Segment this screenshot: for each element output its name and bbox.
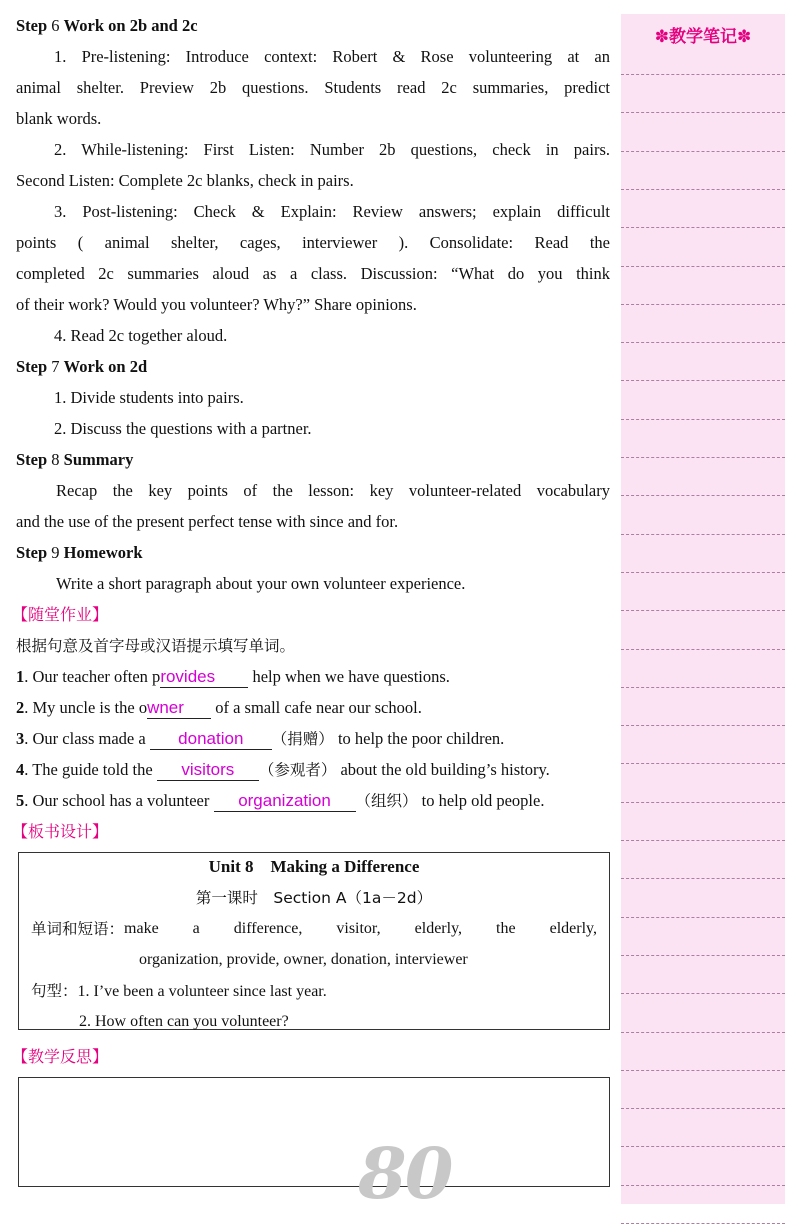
note-ruled-line bbox=[621, 993, 785, 994]
exercise-section-title: 【随堂作业】 bbox=[12, 605, 109, 624]
step6-p2-line1: 2. While-listening: First Listen: Number 2b questions, check in pairs. bbox=[54, 140, 610, 159]
note-ruled-line bbox=[621, 802, 785, 803]
reflection-section-title: 【教学反思】 bbox=[12, 1047, 109, 1066]
step-label: Step bbox=[16, 543, 48, 562]
item-text-post: help when we have questions. bbox=[248, 667, 450, 686]
exercise-item-5 bbox=[16, 790, 544, 812]
step8-line1: Recap the key points of the lesson: key volunteer-related vocabulary bbox=[56, 481, 610, 500]
note-ruled-line bbox=[621, 1070, 785, 1071]
item-text-pre: . Our class made a bbox=[24, 729, 150, 748]
item-text-post: of a small cafe near our school. bbox=[211, 698, 422, 717]
step7-item-1: 1. Divide students into pairs. bbox=[54, 388, 244, 407]
board-section-title: 【板书设计】 bbox=[12, 822, 109, 841]
chinese-hint: （捐赠） bbox=[271, 730, 334, 748]
chinese-hint: （参观者） bbox=[258, 761, 337, 779]
item-text-pre: . My uncle is the o bbox=[24, 698, 148, 717]
note-ruled-line bbox=[621, 419, 785, 420]
board-design-box bbox=[18, 852, 610, 1030]
notes-title: ✽教学笔记✽ bbox=[654, 27, 752, 47]
item-text-pre: . Our teacher often p bbox=[24, 667, 161, 686]
item-number: 2 bbox=[16, 698, 25, 717]
step-title: Work on 2d bbox=[63, 357, 148, 376]
answer-text: rovides bbox=[160, 667, 216, 686]
note-ruled-line bbox=[621, 955, 785, 956]
note-ruled-line bbox=[621, 227, 785, 228]
note-ruled-line bbox=[621, 534, 785, 535]
step-label: Step bbox=[16, 16, 48, 35]
step9-line: Write a short paragraph about your own volunteer experience. bbox=[56, 574, 466, 593]
note-ruled-line bbox=[621, 1108, 785, 1109]
board-unit-title: Unit 8 Making a Difference bbox=[208, 857, 420, 876]
step7-item-2: 2. Discuss the questions with a partner. bbox=[54, 419, 312, 438]
step6-p3-line1: 3. Post-listening: Check & Explain: Review answers; explain difficult bbox=[54, 202, 610, 221]
exercise-item-1 bbox=[16, 666, 450, 688]
note-ruled-line bbox=[621, 572, 785, 573]
step-number: 7 bbox=[47, 357, 64, 376]
item-text-pre: . The guide told the bbox=[24, 760, 157, 779]
exercise-instruction: 根据句意及首字母或汉语提示填写单词。 bbox=[16, 637, 296, 655]
answer-text: wner bbox=[147, 698, 184, 717]
note-ruled-line bbox=[621, 763, 785, 764]
step-number: 6 bbox=[47, 16, 64, 35]
step6-p1-line3: blank words. bbox=[16, 109, 102, 128]
note-ruled-line bbox=[621, 878, 785, 879]
note-ruled-line bbox=[621, 342, 785, 343]
step-title: Work on 2b and 2c bbox=[63, 16, 198, 35]
step-number: 8 bbox=[47, 450, 64, 469]
item-text-post: to help the poor children. bbox=[333, 729, 505, 748]
note-ruled-line bbox=[621, 840, 785, 841]
step6-p4: 4. Read 2c together aloud. bbox=[54, 326, 228, 345]
step-number: 9 bbox=[47, 543, 64, 562]
answer-blank[interactable] bbox=[157, 760, 259, 781]
answer-text: donation bbox=[178, 729, 244, 748]
item-text-post: about the old building’s history. bbox=[336, 760, 550, 779]
note-ruled-line bbox=[621, 1032, 785, 1033]
note-ruled-line bbox=[621, 917, 785, 918]
board-pattern-label: 句型： bbox=[31, 982, 78, 1000]
step6-p1-line2: animal shelter. Preview 2b questions. Students read 2c summaries, predict bbox=[16, 78, 610, 97]
board-pattern-line1 bbox=[31, 980, 327, 1003]
answer-blank[interactable] bbox=[150, 729, 272, 750]
exercise-item-2 bbox=[16, 697, 422, 719]
note-ruled-line bbox=[621, 725, 785, 726]
note-ruled-line bbox=[621, 1223, 785, 1224]
note-ruled-line bbox=[621, 610, 785, 611]
note-ruled-line bbox=[621, 380, 785, 381]
answer-text: organization bbox=[238, 791, 331, 810]
item-number: 5 bbox=[16, 791, 25, 810]
step6-p3-line3: completed 2c summaries aloud as a class. Discussion: “What do you think bbox=[16, 264, 610, 283]
board-vocab-line1 bbox=[31, 918, 597, 940]
step-title: Homework bbox=[63, 543, 143, 562]
step8-heading bbox=[16, 449, 133, 471]
answer-blank[interactable] bbox=[160, 667, 248, 688]
item-number: 1 bbox=[16, 667, 25, 686]
step-title: Summary bbox=[63, 450, 134, 469]
reflection-box[interactable] bbox=[18, 1077, 610, 1187]
step-label: Step bbox=[16, 357, 48, 376]
note-ruled-line bbox=[621, 649, 785, 650]
exercise-item-3 bbox=[16, 728, 504, 750]
step6-p3-line4: of their work? Would you volunteer? Why?” Share opinions. bbox=[16, 295, 417, 314]
step9-heading bbox=[16, 542, 143, 564]
note-ruled-line bbox=[621, 495, 785, 496]
board-lesson bbox=[19, 887, 609, 910]
page-number: 80 bbox=[358, 1132, 452, 1215]
notes-column[interactable] bbox=[621, 14, 785, 1204]
step-label: Step bbox=[16, 450, 48, 469]
answer-blank[interactable] bbox=[147, 698, 211, 719]
board-vocab-text: make a difference, visitor, elderly, the elderly, bbox=[124, 920, 597, 937]
note-ruled-line bbox=[621, 151, 785, 152]
note-ruled-line bbox=[621, 74, 785, 75]
note-ruled-line bbox=[621, 457, 785, 458]
step6-p2-line2: Second Listen: Complete 2c blanks, check in pairs. bbox=[16, 171, 354, 190]
note-ruled-line bbox=[621, 304, 785, 305]
board-vocab-line2: organization, provide, owner, donation, interviewer bbox=[139, 951, 468, 968]
board-pattern-1: 1. I’ve been a volunteer since last year. bbox=[77, 983, 327, 1000]
note-ruled-line bbox=[621, 1185, 785, 1186]
step6-p1-line1: 1. Pre-listening: Introduce context: Robert & Rose volunteering at an bbox=[54, 47, 610, 66]
chinese-hint: （组织） bbox=[355, 792, 418, 810]
item-number: 3 bbox=[16, 729, 25, 748]
answer-blank[interactable] bbox=[214, 791, 356, 812]
step6-p3-line2: points ( animal shelter, cages, interviewer ). Consolidate: Read the bbox=[16, 233, 610, 252]
step7-heading bbox=[16, 356, 147, 378]
item-text-post: to help old people. bbox=[417, 791, 545, 810]
note-ruled-line bbox=[621, 1146, 785, 1147]
step6-heading bbox=[16, 15, 198, 37]
board-lesson-text: 第一课时 Section A（1a－2d） bbox=[195, 889, 433, 907]
note-ruled-line bbox=[621, 266, 785, 267]
step8-line2: and the use of the present perfect tense with since and for. bbox=[16, 512, 399, 531]
answer-text: visitors bbox=[181, 760, 235, 779]
board-pattern-line2: 2. How often can you volunteer? bbox=[79, 1013, 289, 1030]
note-ruled-line bbox=[621, 112, 785, 113]
note-ruled-line bbox=[621, 687, 785, 688]
board-vocab-label: 单词和短语： bbox=[31, 920, 125, 938]
note-ruled-line bbox=[621, 189, 785, 190]
item-text-pre: . Our school has a volunteer bbox=[24, 791, 214, 810]
item-number: 4 bbox=[16, 760, 25, 779]
exercise-item-4 bbox=[16, 759, 550, 781]
